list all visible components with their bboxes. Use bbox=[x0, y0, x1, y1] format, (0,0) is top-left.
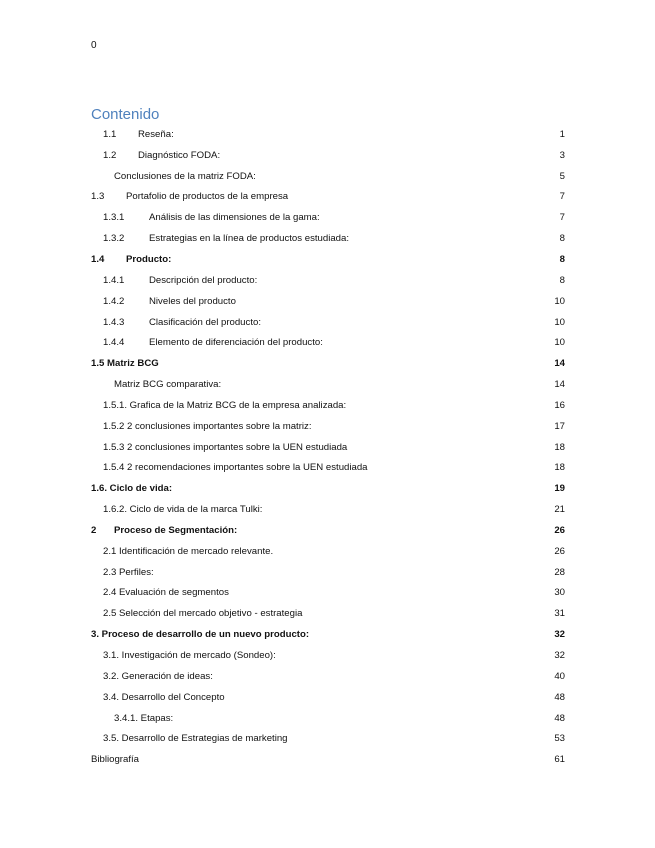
toc-entry[interactable] bbox=[91, 166, 565, 187]
toc-entry-text: 1.5.1. Grafica de la Matriz BCG de la empresa analizada: bbox=[103, 399, 347, 411]
toc-entry[interactable] bbox=[91, 207, 565, 228]
toc-entry-text: 3.5. Desarrollo de Estrategias de marketing bbox=[103, 733, 288, 745]
toc-entry-text: 2.3 Perfiles: bbox=[103, 566, 154, 578]
toc-entry-text: 1.5.3 2 conclusiones importantes sobre la UEN estudiada bbox=[103, 441, 348, 453]
toc-entry[interactable] bbox=[91, 728, 565, 749]
toc-entry-page: 26 bbox=[554, 524, 565, 536]
toc-entry[interactable] bbox=[91, 124, 565, 145]
toc-entry-number: 1.4.4 bbox=[103, 337, 125, 349]
toc-entry-text: Clasificación del producto: bbox=[149, 316, 261, 328]
toc-entry-text: Diagnóstico FODA: bbox=[138, 149, 221, 161]
toc-entry[interactable] bbox=[91, 603, 565, 624]
toc-entry[interactable] bbox=[91, 353, 565, 374]
toc-entry-page: 21 bbox=[554, 504, 565, 516]
toc-entry[interactable] bbox=[91, 645, 565, 666]
toc-entry[interactable] bbox=[91, 270, 565, 291]
toc-entry[interactable] bbox=[91, 228, 565, 249]
toc-entry[interactable] bbox=[91, 291, 565, 312]
toc-entry-page: 3 bbox=[559, 149, 565, 161]
toc-entry-page: 10 bbox=[554, 295, 565, 307]
toc-entry[interactable] bbox=[91, 478, 565, 499]
toc-entry[interactable] bbox=[91, 708, 565, 729]
toc-entry-number: 1.3.2 bbox=[103, 233, 125, 245]
toc-entry-text: Proceso de Segmentación: bbox=[114, 524, 238, 536]
toc-entry-page: 48 bbox=[554, 712, 565, 724]
toc-entry-page: 17 bbox=[554, 420, 565, 432]
toc-entry-text: 1.6.2. Ciclo de vida de la marca Tulki: bbox=[103, 504, 263, 516]
toc-entry-text: Producto: bbox=[126, 253, 172, 265]
toc-entry-page: 30 bbox=[554, 587, 565, 599]
toc-entry-number: 1.4.3 bbox=[103, 316, 125, 328]
toc-entry-text: 3.1. Investigación de mercado (Sondeo): bbox=[103, 650, 276, 662]
toc-entry-page: 16 bbox=[554, 399, 565, 411]
toc-entry-page: 18 bbox=[554, 441, 565, 453]
toc-entry-text: Estrategias en la línea de productos estudiada: bbox=[149, 233, 350, 245]
toc-entry[interactable] bbox=[91, 312, 565, 333]
toc-entry-page: 32 bbox=[554, 650, 565, 662]
toc-entry-page: 14 bbox=[554, 379, 565, 391]
toc-entry-number: 1.1 bbox=[103, 128, 117, 140]
toc-entry-page: 19 bbox=[554, 483, 565, 495]
toc-entry-text: Conclusiones de la matriz FODA: bbox=[114, 170, 256, 182]
toc-entry[interactable] bbox=[91, 187, 565, 208]
toc-entry-number: 1.2 bbox=[103, 149, 117, 161]
toc-entry-text: 3.4. Desarrollo del Concepto bbox=[103, 691, 225, 703]
toc-entry-text: 2.4 Evaluación de segmentos bbox=[103, 587, 229, 599]
toc-entry-page: 14 bbox=[554, 358, 565, 370]
toc-entry-text: Reseña: bbox=[138, 128, 174, 140]
toc-entry-text: Niveles del producto bbox=[149, 295, 236, 307]
toc-entry[interactable] bbox=[91, 687, 565, 708]
toc-entry-text: 1.5 Matriz BCG bbox=[91, 358, 159, 370]
toc-entry-text: Bibliografía bbox=[91, 754, 139, 766]
toc-entry-number: 1.4 bbox=[91, 253, 105, 265]
toc-entry-text: 3.2. Generación de ideas: bbox=[103, 670, 213, 682]
toc-entry[interactable] bbox=[91, 145, 565, 166]
toc-entry-text: Descripción del producto: bbox=[149, 274, 258, 286]
toc-entry[interactable] bbox=[91, 749, 565, 770]
toc-entry-text: Análisis de las dimensiones de la gama: bbox=[149, 212, 320, 224]
toc-entry[interactable] bbox=[91, 624, 565, 645]
toc-entry-page: 5 bbox=[559, 170, 565, 182]
toc-entry[interactable] bbox=[91, 332, 565, 353]
toc-entry-page: 10 bbox=[554, 337, 565, 349]
toc-entry-number: 1.3.1 bbox=[103, 212, 125, 224]
toc-entry[interactable] bbox=[91, 249, 565, 270]
toc-entry-page: 31 bbox=[554, 608, 565, 620]
toc-entry[interactable] bbox=[91, 437, 565, 458]
toc-entry-page: 18 bbox=[554, 462, 565, 474]
toc-entry-page: 1 bbox=[559, 128, 565, 140]
toc-entry-page: 8 bbox=[559, 274, 565, 286]
toc-entry[interactable] bbox=[91, 562, 565, 583]
toc-entry-text: Portafolio de productos de la empresa bbox=[126, 191, 289, 203]
toc-entry-number: 1.3 bbox=[91, 191, 105, 203]
table-of-contents bbox=[91, 124, 565, 770]
toc-entry-text: 1.5.2 2 conclusiones importantes sobre la matriz: bbox=[103, 420, 312, 432]
toc-entry-text: 2.5 Selección del mercado objetivo - estrategia bbox=[103, 608, 303, 620]
toc-entry-page: 40 bbox=[554, 670, 565, 682]
toc-entry-page: 7 bbox=[559, 191, 565, 203]
toc-entry[interactable] bbox=[91, 583, 565, 604]
toc-entry-page: 8 bbox=[559, 253, 565, 265]
toc-entry-page: 26 bbox=[554, 545, 565, 557]
toc-entry-page: 32 bbox=[554, 629, 565, 641]
toc-entry[interactable] bbox=[91, 666, 565, 687]
toc-entry[interactable] bbox=[91, 395, 565, 416]
toc-entry-page: 61 bbox=[554, 754, 565, 766]
toc-entry-text: 3.4.1. Etapas: bbox=[114, 712, 174, 724]
toc-entry-number: 1.4.1 bbox=[103, 274, 125, 286]
toc-entry-page: 10 bbox=[554, 316, 565, 328]
toc-entry-text: 1.6. Ciclo de vida: bbox=[91, 483, 173, 495]
toc-entry[interactable] bbox=[91, 416, 565, 437]
toc-entry[interactable] bbox=[91, 541, 565, 562]
toc-entry-page: 53 bbox=[554, 733, 565, 745]
toc-entry-page: 28 bbox=[554, 566, 565, 578]
toc-entry-text: Matriz BCG comparativa: bbox=[114, 379, 222, 391]
toc-entry-page: 8 bbox=[559, 233, 565, 245]
toc-entry-page: 48 bbox=[554, 691, 565, 703]
toc-entry[interactable] bbox=[91, 374, 565, 395]
toc-entry-text: Elemento de diferenciación del producto: bbox=[149, 337, 323, 349]
toc-entry-number: 1.4.2 bbox=[103, 295, 125, 307]
toc-title: Contenido bbox=[91, 106, 160, 123]
page-number: 0 bbox=[91, 40, 97, 51]
toc-entry-number: 2 bbox=[91, 524, 97, 536]
toc-entry-page: 7 bbox=[559, 212, 565, 224]
toc-entry[interactable] bbox=[91, 520, 565, 541]
toc-entry-text: 1.5.4 2 recomendaciones importantes sobre la UEN estudiada bbox=[103, 462, 368, 474]
toc-entry-text: 2.1 Identificación de mercado relevante. bbox=[103, 545, 274, 557]
toc-entry[interactable] bbox=[91, 499, 565, 520]
toc-entry[interactable] bbox=[91, 458, 565, 479]
toc-entry-text: 3. Proceso de desarrollo de un nuevo producto: bbox=[91, 629, 310, 641]
